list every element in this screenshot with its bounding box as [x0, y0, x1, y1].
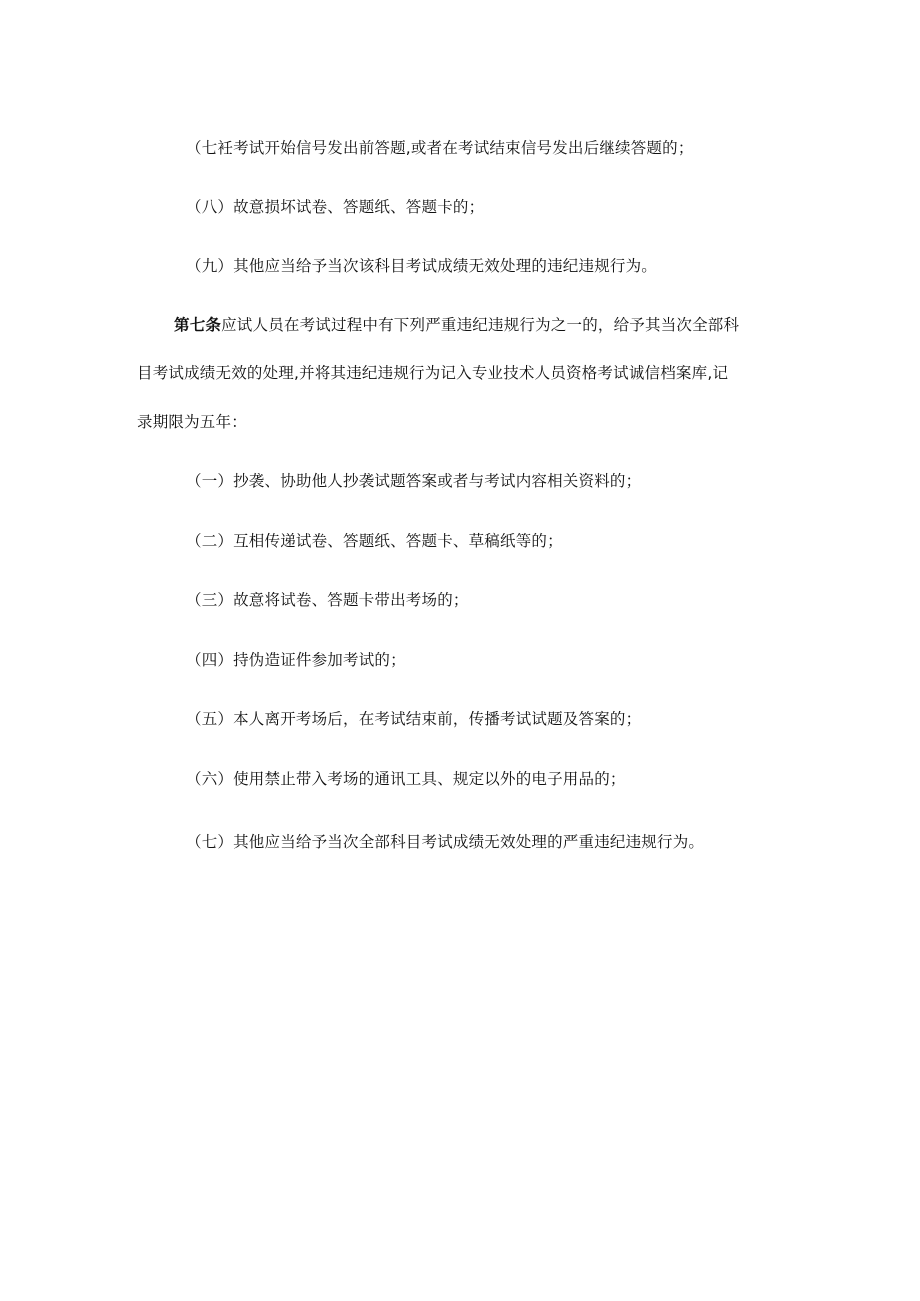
list-item: （七）其他应当给予当次全部科目考试成绩无效处理的严重违纪违规行为。 [186, 833, 705, 851]
list-item: （四）持伪造证件参加考试的； [186, 651, 406, 669]
list-item: （七衽考试开始信号发出前答题,或者在考试结束信号发出后继续答题的； [186, 139, 694, 157]
article-7-text-line2: 目考试成绩无效的处理,并将其违纪违规行为记入专业技术人员资格考试诚信档案库,记 [137, 364, 729, 382]
list-item: （九）其他应当给予当次该科目考试成绩无效处理的违纪违规行为。 [186, 257, 658, 275]
list-item: （二）互相传递试卷、答题纸、答题卡、草稿纸等的； [186, 532, 563, 550]
article-7-first-line [174, 314, 824, 336]
list-item: （八）故意损坏试卷、答题纸、答题卡的； [186, 198, 485, 216]
article-7-text-line3: 录期限为五年： [137, 413, 247, 431]
list-item: （一）抄袭、协助他人抄袭试题答案或者与考试内容相关资料的； [186, 472, 642, 490]
list-item: （六）使用禁止带入考场的通讯工具、规定以外的电子用品的； [186, 770, 626, 788]
list-item: （五）本人离开考场后，在考试结束前，传播考试试题及答案的； [186, 710, 642, 728]
list-item: （三）故意将试卷、答题卡带出考场的； [186, 591, 469, 609]
article-7-text-line1: 应试人员在考试过程中有下列严重违纪违规行为之一的，给予其当次全部科 [221, 316, 740, 334]
article-7-heading: 第七条 [174, 316, 222, 334]
